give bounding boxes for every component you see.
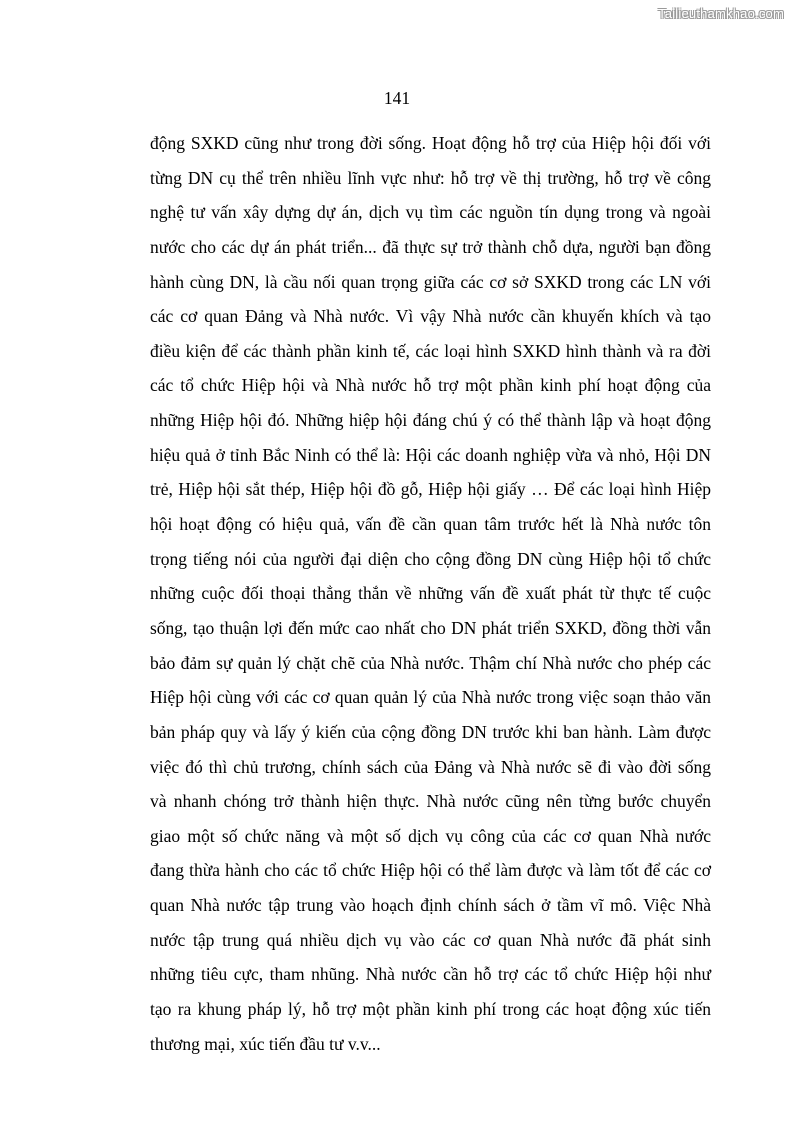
text-line: Hiệp hội cùng với các cơ quan quản lý của Nhà nước trong việc soạn thảo văn [150, 687, 711, 708]
text-line: giao một số chức năng và một số dịch vụ công của các cơ quan Nhà nước [150, 825, 711, 846]
text-line: tạo ra khung pháp lý, hỗ trợ một phần kinh phí trong các hoạt động xúc tiến [150, 999, 711, 1020]
text-line: trẻ, Hiệp hội sắt thép, Hiệp hội đồ gỗ, Hiệp hội giấy … Để các loại hình Hiệp [150, 479, 711, 500]
watermark: Tailieuthamkhao.com [658, 6, 784, 21]
text-line: từng DN cụ thể trên nhiều lĩnh vực như: hỗ trợ về thị trường, hỗ trợ về công [150, 167, 711, 188]
text-line: những Hiệp hội đó. Những hiệp hội đáng chú ý có thể thành lập và hoạt động [150, 410, 711, 431]
text-line: điều kiện để các thành phần kinh tế, các loại hình SXKD hình thành và ra đời [150, 340, 711, 361]
text-line: những cuộc đối thoại thẳng thắn về những vấn đề xuất phát từ thực tế cuộc [150, 583, 711, 604]
text-line: bảo đảm sự quản lý chặt chẽ của Nhà nước. Thậm chí Nhà nước cho phép các [150, 652, 711, 673]
text-line: sống, tạo thuận lợi đến mức cao nhất cho DN phát triển SXKD, đồng thời vẫn [150, 617, 711, 638]
text-line: việc đó thì chủ trương, chính sách của Đảng và Nhà nước sẽ đi vào đời sống [150, 756, 711, 777]
text-line: những tiêu cực, tham nhũng. Nhà nước cần hỗ trợ các tổ chức Hiệp hội như [150, 964, 711, 985]
body-paragraph [150, 128, 711, 1063]
text-line: hiệu quả ở tỉnh Bắc Ninh có thể là: Hội các doanh nghiệp vừa và nhỏ, Hội DN [150, 444, 711, 465]
text-line: hội hoạt động có hiệu quả, vấn đề cần quan tâm trước hết là Nhà nước tôn [150, 514, 711, 535]
text-line: hành cùng DN, là cầu nối quan trọng giữa các cơ sở SXKD trong các LN với [150, 271, 711, 292]
text-line: đang thừa hành cho các tổ chức Hiệp hội có thể làm được và làm tốt để các cơ [150, 860, 711, 881]
text-line: và nhanh chóng trở thành hiện thực. Nhà nước cũng nên từng bước chuyển [150, 791, 711, 812]
page-number: 141 [383, 88, 411, 108]
text-line: quan Nhà nước tập trung vào hoạch định chính sách ở tầm vĩ mô. Việc Nhà [150, 895, 711, 916]
text-line: nước cho các dự án phát triển... đã thực sự trở thành chỗ dựa, người bạn đồng [150, 236, 711, 257]
text-line-last: thương mại, xúc tiến đầu tư v.v... [150, 1033, 381, 1054]
text-line: các tổ chức Hiệp hội và Nhà nước hỗ trợ một phần kinh phí hoạt động của [150, 375, 711, 396]
text-line: nghệ tư vấn xây dựng dự án, dịch vụ tìm các nguồn tín dụng trong và ngoài [150, 202, 711, 223]
text-line: động SXKD cũng như trong đời sống. Hoạt động hỗ trợ của Hiệp hội đối với [150, 133, 711, 153]
text-line: nước tập trung quá nhiều dịch vụ vào các cơ quan Nhà nước đã phát sinh [150, 929, 711, 950]
text-line: bản pháp quy và lấy ý kiến của cộng đồng DN trước khi ban hành. Làm được [150, 721, 711, 742]
text-line: trọng tiếng nói của người đại diện cho cộng đồng DN cùng Hiệp hội tổ chức [150, 548, 711, 569]
text-line: các cơ quan Đảng và Nhà nước. Vì vậy Nhà nước cần khuyến khích và tạo [150, 306, 711, 327]
